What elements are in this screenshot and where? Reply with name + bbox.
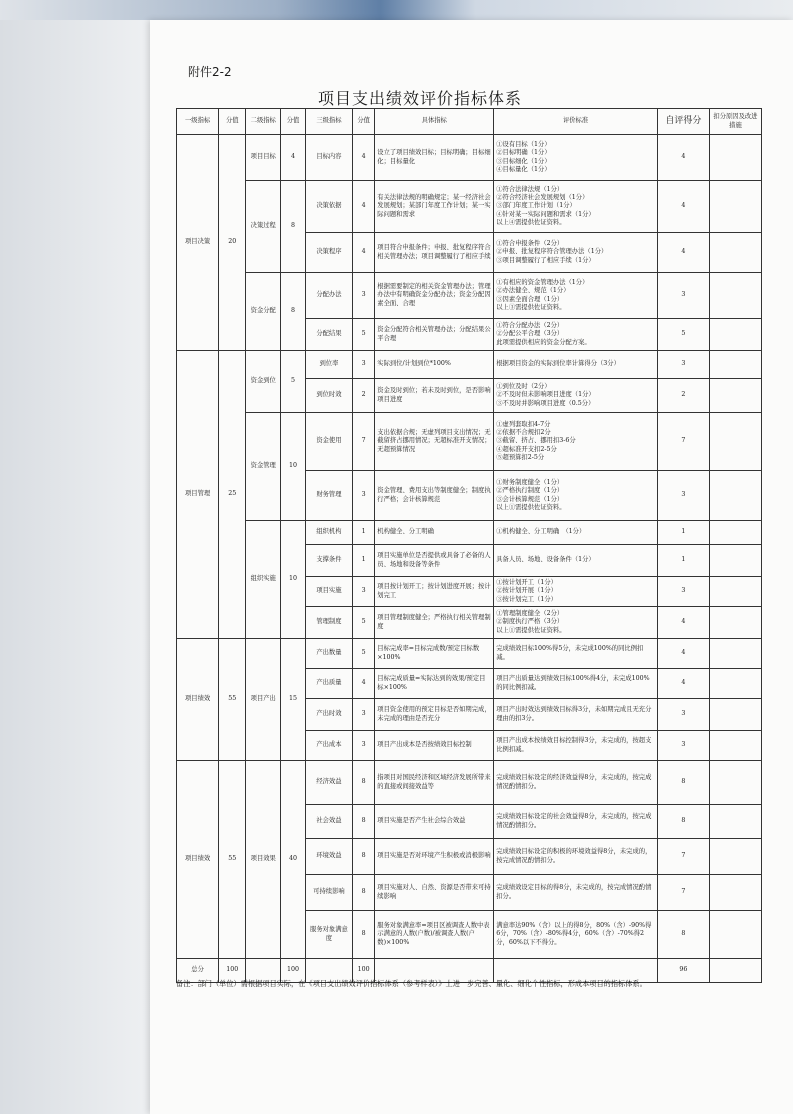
criteria-cell: ①财务制度健全（1分） ②严格执行制度（1分） ③会计核算规范（1分） 以上①需提供佐证资料。	[494, 471, 658, 521]
indicator-cell: 指项目对国民经济和区域经济发展所带来的直接或间接效益等	[375, 761, 494, 805]
level1-score-cell: 25	[219, 351, 246, 639]
self-score-cell: 4	[657, 669, 709, 699]
header-level2: 二级指标	[246, 109, 281, 135]
level3-score-cell: 3	[352, 731, 374, 761]
self-score-cell: 2	[657, 379, 709, 413]
level2-score-cell: 4	[281, 135, 306, 181]
indicator-cell: 目标完成率=目标完成数/预定目标数×100%	[375, 639, 494, 669]
self-score-cell: 1	[657, 521, 709, 545]
level3-score-cell: 3	[352, 577, 374, 607]
reason-cell	[709, 639, 761, 669]
self-score-cell: 7	[657, 413, 709, 471]
level2-cell: 组织实施	[246, 521, 281, 639]
reason-cell	[709, 273, 761, 319]
criteria-cell: 完成绩效目标设定的积极的环境效益得8分，未完成的，按完成情况酌情扣分。	[494, 839, 658, 875]
level2-cell: 资金到位	[246, 351, 281, 413]
self-score-cell: 8	[657, 761, 709, 805]
table-row	[177, 135, 762, 181]
self-score-cell: 4	[657, 607, 709, 639]
reason-cell	[709, 521, 761, 545]
reason-cell	[709, 181, 761, 233]
level3-score-cell: 4	[352, 181, 374, 233]
table-row	[177, 413, 762, 471]
criteria-cell: ①符合分配办法（2分） ②分配公平合理（3分） 此项需提供相应的资金分配方案。	[494, 319, 658, 351]
level2-score-cell: 8	[281, 181, 306, 273]
self-score-cell: 7	[657, 875, 709, 911]
level2-cell: 项目产出	[246, 639, 281, 761]
header-indicator: 具体指标	[375, 109, 494, 135]
level3-cell: 产出数量	[305, 639, 352, 669]
reason-cell	[709, 839, 761, 875]
level3-score-cell: 3	[352, 351, 374, 379]
level3-score-cell: 4	[352, 233, 374, 273]
level3-score-cell: 8	[352, 911, 374, 959]
level2-cell: 资金分配	[246, 273, 281, 351]
header-level3: 三级指标	[305, 109, 352, 135]
reason-cell	[709, 233, 761, 273]
level3-cell: 支撑条件	[305, 545, 352, 577]
reason-cell	[709, 319, 761, 351]
indicator-cell: 设立了项目绩效目标；目标明确；目标细化；目标量化	[375, 135, 494, 181]
reason-cell	[709, 545, 761, 577]
indicator-cell: 有关法律法规的明确规定；某一经济社会发展规划；某部门年度工作计划；某一实际问题和需求	[375, 181, 494, 233]
level2-score-cell: 10	[281, 413, 306, 521]
indicator-cell: 项目符合申报条件；申报、批复程序符合相关管理办法；项目调整履行了相应手续	[375, 233, 494, 273]
criteria-cell: ①符合申报条件（2分） ②申报、批复程序符合管理办法（1分） ③项目调整履行了相应手续（1分）	[494, 233, 658, 273]
indicator-cell: 项目实施是否产生社会综合效益	[375, 805, 494, 839]
level3-cell: 目标内容	[305, 135, 352, 181]
level3-cell: 到位时效	[305, 379, 352, 413]
level3-cell: 经济效益	[305, 761, 352, 805]
table-row	[177, 273, 762, 319]
self-score-cell: 3	[657, 471, 709, 521]
total-self-score: 96	[657, 959, 709, 983]
reason-cell	[709, 351, 761, 379]
level3-cell: 服务对象满意度	[305, 911, 352, 959]
table-row	[177, 351, 762, 379]
indicator-cell: 项目实施对人、自然、资源是否带来可持续影响	[375, 875, 494, 911]
indicator-cell: 目标完成质量=实际达到的效果/预定目标×100%	[375, 669, 494, 699]
reason-cell	[709, 607, 761, 639]
left-page-shadow	[0, 20, 150, 1114]
level1-cell: 项目绩效	[177, 639, 219, 761]
level3-score-cell: 8	[352, 839, 374, 875]
level3-cell: 决策依据	[305, 181, 352, 233]
indicator-cell: 资金管理、费用支出等制度健全；制度执行严格；会计核算规范	[375, 471, 494, 521]
level1-score-cell: 55	[219, 639, 246, 761]
reason-cell	[709, 135, 761, 181]
document-title: 项目支出绩效评价指标体系	[317, 89, 522, 108]
level3-score-cell: 1	[352, 545, 374, 577]
self-score-cell: 4	[657, 233, 709, 273]
criteria-cell: ①符合法律法规（1分） ②符合经济社会发展规划（1分） ③部门年度工作计划（1分） ④针对某一实际问题和需求（1分） 以上④需提供佐证资料。	[494, 181, 658, 233]
self-score-cell: 8	[657, 805, 709, 839]
indicator-cell: 项目资金使用的预定目标是否如期完成，未完成的理由是否充分	[375, 699, 494, 731]
reason-cell	[709, 761, 761, 805]
level3-score-cell: 2	[352, 379, 374, 413]
self-score-cell: 7	[657, 839, 709, 875]
level2-cell: 项目效果	[246, 761, 281, 959]
indicator-cell: 项目管理制度健全；严格执行相关管理制度	[375, 607, 494, 639]
level3-score-cell: 8	[352, 805, 374, 839]
criteria-cell: ①设有目标（1分） ②目标明确（1分） ③目标细化（1分） ④目标量化（1分）	[494, 135, 658, 181]
table-row	[177, 521, 762, 545]
total-score2: 100	[281, 959, 306, 983]
level2-cell: 资金管理	[246, 413, 281, 521]
level3-cell: 产出成本	[305, 731, 352, 761]
self-score-cell: 4	[657, 639, 709, 669]
indicator-cell: 实际到位/计划到位*100%	[375, 351, 494, 379]
level3-cell: 环境效益	[305, 839, 352, 875]
indicator-cell: 项目产出成本是否按绩效目标控制	[375, 731, 494, 761]
header-score1: 分值	[219, 109, 246, 135]
total-score1: 100	[219, 959, 246, 983]
header-criteria: 评价标准	[494, 109, 658, 135]
level2-score-cell: 5	[281, 351, 306, 413]
level3-score-cell: 1	[352, 521, 374, 545]
top-scan-band	[0, 0, 793, 20]
self-score-cell: 4	[657, 181, 709, 233]
self-score-cell: 5	[657, 319, 709, 351]
indicator-cell: 支出依据合规；无虚列项目支出情况；无截留挤占挪用情况；无超标准开支情况；无超预算情况	[375, 413, 494, 471]
level1-cell: 项目决策	[177, 135, 219, 351]
self-score-cell: 8	[657, 911, 709, 959]
level3-cell: 社会效益	[305, 805, 352, 839]
reason-cell	[709, 731, 761, 761]
criteria-cell: ①机构健全、分工明确 （1分）	[494, 521, 658, 545]
level3-score-cell: 5	[352, 607, 374, 639]
level3-cell: 决策程序	[305, 233, 352, 273]
indicator-table	[176, 108, 762, 983]
total-score3: 100	[352, 959, 374, 983]
level2-cell: 项目目标	[246, 135, 281, 181]
header-level1: 一级指标	[177, 109, 219, 135]
indicator-cell: 项目按计划开工；按计划进度开展；按计划完工	[375, 577, 494, 607]
self-score-cell: 3	[657, 699, 709, 731]
level2-cell: 决策过程	[246, 181, 281, 273]
level3-cell: 组织机构	[305, 521, 352, 545]
level1-score-cell: 55	[219, 761, 246, 959]
reason-cell	[709, 805, 761, 839]
header-score2: 分值	[281, 109, 306, 135]
header-self-score: 自评得分	[657, 109, 709, 135]
level3-score-cell: 3	[352, 699, 374, 731]
level1-cell: 项目管理	[177, 351, 219, 639]
header-reason: 扣分原因及改进措施	[709, 109, 761, 135]
reason-cell	[709, 699, 761, 731]
criteria-cell: 满意率达90%（含）以上的得8分，80%（含）-90%得6分，70%（含）-80%得4分，60%（含）-70%得2分，60%以下不得分。	[494, 911, 658, 959]
indicator-cell: 服务对象满意率=项目区被调查人数中表示满意的人数(户数)/被调查人数(户数)×100%	[375, 911, 494, 959]
reason-cell	[709, 669, 761, 699]
level3-score-cell: 7	[352, 413, 374, 471]
level3-cell: 产出质量	[305, 669, 352, 699]
level3-cell: 到位率	[305, 351, 352, 379]
table-row	[177, 639, 762, 669]
reason-cell	[709, 577, 761, 607]
level3-cell: 产出时效	[305, 699, 352, 731]
criteria-cell: 完成绩效目标设定的经济效益得8分，未完成的，按完成情况酌情扣分。	[494, 761, 658, 805]
level3-score-cell: 3	[352, 471, 374, 521]
reason-cell	[709, 379, 761, 413]
criteria-cell: ①虚列套取扣4-7分 ②依据不合规扣2分 ③截留、挤占、挪用扣3-6分 ④超标准开支扣2-5分 ⑤超预算扣2-5分	[494, 413, 658, 471]
criteria-cell: 根据项目资金的实际到位率计算得分（3分）	[494, 351, 658, 379]
self-score-cell: 3	[657, 577, 709, 607]
reason-cell	[709, 413, 761, 471]
self-score-cell: 3	[657, 731, 709, 761]
criteria-cell: 具备人员、场地、设备条件（1分）	[494, 545, 658, 577]
level3-score-cell: 5	[352, 319, 374, 351]
level3-cell: 管理制度	[305, 607, 352, 639]
indicator-cell: 根据需要制定的相关资金管理办法；管理办法中有明确资金分配办法；资金分配因素全面、合理	[375, 273, 494, 319]
table-row	[177, 761, 762, 805]
criteria-cell: ①按计划开工（1分） ②按计划开展（1分） ③按计划完工（1分）	[494, 577, 658, 607]
level3-score-cell: 4	[352, 135, 374, 181]
self-score-cell: 1	[657, 545, 709, 577]
level3-score-cell: 3	[352, 273, 374, 319]
table-row	[177, 181, 762, 233]
indicator-cell: 资金及时到位；若未及时到位，是否影响项目进度	[375, 379, 494, 413]
reason-cell	[709, 471, 761, 521]
level3-cell: 可持续影响	[305, 875, 352, 911]
indicator-cell: 资金分配符合相关管理办法；分配结果公平合理	[375, 319, 494, 351]
criteria-cell: ①有相应的资金管理办法（1分） ②办法健全、规范（1分） ③因素全面合理（1分） 以上③需提供佐证资料。	[494, 273, 658, 319]
criteria-cell: ①到位及时（2分） ②不及时但未影响项目进度（1分） ③不及时并影响项目进度（0.5分）	[494, 379, 658, 413]
total-label: 总分	[177, 959, 219, 983]
footnote: 备注：部门（单位）需根据项目实际，在《项目支出绩效评价指标体系（参考样表）》上进一步完善、量化、细化个性指标，形成本项目的指标体系。	[176, 979, 647, 988]
level3-cell: 分配结果	[305, 319, 352, 351]
level3-cell: 项目实施	[305, 577, 352, 607]
level3-score-cell: 4	[352, 669, 374, 699]
criteria-cell: 项目产出质量达到绩效目标100%得4分，未完成100%的同比例扣减。	[494, 669, 658, 699]
indicator-cell: 项目实施是否对环境产生积极或消极影响	[375, 839, 494, 875]
self-score-cell: 3	[657, 351, 709, 379]
criteria-cell: 项目产出成本按绩效目标控制得3分，未完成的，按超支比例扣减。	[494, 731, 658, 761]
level1-score-cell: 20	[219, 135, 246, 351]
self-score-cell: 3	[657, 273, 709, 319]
indicator-cell: 项目实施单位是否提供或具备了必备的人员、场地和设备等条件	[375, 545, 494, 577]
level2-score-cell: 15	[281, 639, 306, 761]
criteria-cell: 项目产出时效达到绩效目标得3分，未如期完成且无充分理由的扣3分。	[494, 699, 658, 731]
annex-label: 附件2-2	[188, 65, 232, 79]
level3-score-cell: 8	[352, 761, 374, 805]
criteria-cell: 完成绩效设定目标的得8分，未完成的，按完成情况酌情扣分。	[494, 875, 658, 911]
criteria-cell: ①管理制度健全（2分） ②制度执行严格（3分） 以上①需提供佐证资料。	[494, 607, 658, 639]
reason-cell	[709, 875, 761, 911]
header-score3: 分值	[352, 109, 374, 135]
level2-score-cell: 8	[281, 273, 306, 351]
level3-cell: 分配办法	[305, 273, 352, 319]
level2-score-cell: 40	[281, 761, 306, 959]
indicator-cell: 机构健全、分工明确	[375, 521, 494, 545]
criteria-cell: 完成绩效目标设定的社会效益得8分，未完成的，按完成情况酌情扣分。	[494, 805, 658, 839]
level1-cell: 项目绩效	[177, 761, 219, 959]
level3-score-cell: 5	[352, 639, 374, 669]
level3-cell: 资金使用	[305, 413, 352, 471]
level3-score-cell: 8	[352, 875, 374, 911]
header-row	[177, 109, 762, 135]
self-score-cell: 4	[657, 135, 709, 181]
criteria-cell: 完成绩效目标100%得5分，未完成100%的同比例扣减。	[494, 639, 658, 669]
level2-score-cell: 10	[281, 521, 306, 639]
reason-cell	[709, 911, 761, 959]
level3-cell: 财务管理	[305, 471, 352, 521]
